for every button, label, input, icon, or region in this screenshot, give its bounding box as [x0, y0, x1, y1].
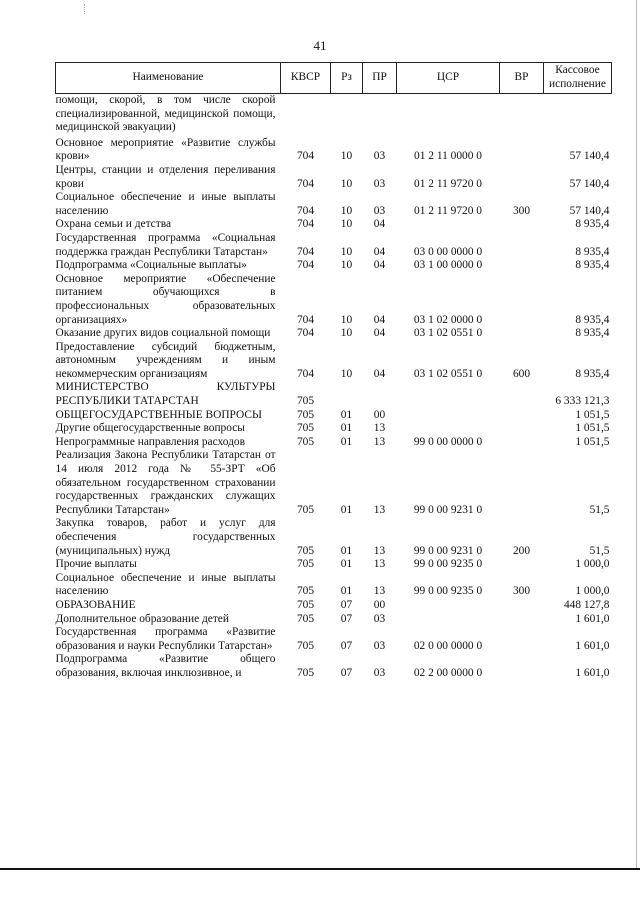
cell-rz: 01 [340, 544, 353, 557]
cell-name: МИНИСТЕРСТВО КУЛЬТУРЫ РЕСПУБЛИКИ ТАТАРСТАН [55, 381, 276, 408]
cell-kvsr: 705 [296, 585, 315, 598]
table-row [56, 164, 612, 191]
table-row [56, 135, 612, 164]
cell-kvsr: 704 [296, 204, 315, 217]
cell-vr [500, 273, 544, 327]
cell-kvsr: 705 [296, 639, 315, 652]
cell-name: Подпрограмма «Развитие общего образования, включая инклюзивное, и [55, 653, 276, 679]
table-row [56, 409, 612, 423]
cell-name: ОБРАЗОВАНИЕ [55, 598, 136, 611]
cell-kvsr: 704 [296, 245, 315, 258]
cell-amount: 8 935,4 [575, 245, 610, 258]
cell-kvsr: 704 [296, 313, 315, 326]
cell-amount: 51,5 [589, 503, 610, 516]
cell-rz: 07 [340, 666, 353, 679]
table-row [56, 259, 612, 273]
header-rz: Рз [331, 63, 363, 94]
cell-name: Подпрограмма «Социальные выплаты» [55, 259, 247, 272]
header-pr: ПР [363, 63, 397, 94]
cell-vr [500, 436, 544, 450]
cell-kvsr: 704 [296, 259, 315, 272]
budget-execution-table [55, 62, 612, 681]
cell-pr: 04 [373, 327, 386, 340]
cell-vr: 200 [512, 544, 531, 557]
cell-rz: 10 [340, 259, 353, 272]
cell-pr: 13 [373, 503, 386, 516]
cell-csr: 02 2 00 0000 0 [413, 666, 483, 679]
table-row [56, 653, 612, 680]
cell-vr [500, 381, 544, 408]
cell-pr: 00 [373, 598, 386, 611]
table-row [56, 626, 612, 653]
table-row [56, 572, 612, 599]
cell-csr [397, 381, 500, 408]
cell-name: Центры, станции и отделения переливания крови [55, 163, 276, 190]
cell-rz: 07 [340, 639, 353, 652]
cell-csr: 03 1 02 0000 0 [413, 313, 483, 326]
cell-vr [500, 422, 544, 436]
cell-amount: 8 935,4 [575, 259, 610, 272]
table-row [56, 191, 612, 218]
cell-rz: 07 [340, 598, 353, 611]
cell-csr [397, 409, 500, 423]
cell-kvsr: 705 [296, 422, 315, 435]
cell-name: Оказание других видов социальной помощи [55, 327, 271, 340]
cell-csr: 99 0 00 9235 0 [413, 585, 483, 598]
cell-pr: 03 [373, 204, 386, 217]
cell-vr [500, 653, 544, 680]
cell-csr [397, 218, 500, 232]
cell-rz: 10 [340, 367, 353, 380]
cell-rz: 10 [340, 204, 353, 217]
table-header-row [56, 63, 612, 94]
cell-csr [397, 613, 500, 627]
cell-amount: 6 333 121,3 [555, 395, 610, 408]
cell-amount: 8 935,4 [575, 218, 610, 231]
cell-csr: 01 2 11 0000 0 [414, 150, 482, 163]
cell-amount: 1 051,5 [575, 408, 610, 421]
cell-amount: 1 000,0 [575, 585, 610, 598]
cell-pr: 03 [373, 150, 386, 163]
cell-csr: 99 0 00 9235 0 [413, 558, 483, 571]
cell-amount: 8 935,4 [575, 367, 610, 380]
cell-csr: 99 0 00 0000 0 [413, 435, 483, 448]
table-body [56, 94, 612, 681]
cell-amount: 57 140,4 [569, 177, 610, 190]
cell-vr [500, 259, 544, 273]
cell-kvsr: 705 [296, 558, 315, 571]
cell-name: Охрана семьи и детства [55, 218, 171, 231]
cell-pr: 04 [373, 367, 386, 380]
table-row [56, 218, 612, 232]
cell-kvsr: 705 [296, 395, 315, 408]
cell-pr: 04 [373, 313, 386, 326]
cell-name: Социальное обеспечение и иные выплаты населению [55, 191, 276, 217]
cell-pr: 13 [373, 422, 386, 435]
cell-kvsr: 704 [296, 177, 315, 190]
cell-vr [500, 409, 544, 423]
cell-rz: 10 [340, 313, 353, 326]
cell-csr [397, 94, 500, 135]
cell-rz: 10 [340, 218, 353, 231]
cell-kvsr: 704 [296, 367, 315, 380]
cell-csr: 01 2 11 9720 0 [414, 177, 482, 190]
table-row [56, 381, 612, 408]
cell-name: Социальное обеспечение и иные выплаты населению [55, 571, 276, 598]
cell-name: Основное мероприятие «Обеспечение питанием обучающихся в профессиональных образовательных организациях» [55, 272, 276, 326]
cell-kvsr: 705 [296, 598, 315, 611]
cell-csr: 03 1 02 0551 0 [413, 367, 483, 380]
cell-kvsr: 705 [296, 612, 315, 625]
cell-vr [500, 599, 544, 613]
cell-pr: 03 [373, 177, 386, 190]
cell-amount: 1 601,0 [575, 612, 610, 625]
cell-kvsr: 704 [296, 150, 315, 163]
cell-amount: 1 601,0 [575, 639, 610, 652]
table-row [56, 449, 612, 517]
cell-pr: 13 [373, 585, 386, 598]
cell-name: помощи, скорой, в том числе скорой специализированной, медицинской помощи, медицинской эвакуации) [55, 94, 276, 134]
cell-amount: 1 000,0 [575, 558, 610, 571]
cell-vr [500, 613, 544, 627]
header-name: Наименование [56, 63, 281, 94]
cell-kvsr [281, 94, 331, 135]
cell-pr: 03 [373, 612, 386, 625]
header-vr: ВР [500, 63, 544, 94]
cell-rz: 10 [340, 177, 353, 190]
table-row [56, 422, 612, 436]
cell-amount: 8 935,4 [575, 327, 610, 340]
scan-artifact [84, 4, 86, 14]
cell-name: Государственная программа «Развитие образования и науки Республики Татарстан» [55, 626, 276, 652]
header-kvsr: КВСР [281, 63, 331, 94]
cell-rz: 01 [340, 408, 353, 421]
cell-amount: 8 935,4 [575, 313, 610, 326]
cell-amount [544, 94, 612, 135]
cell-csr [397, 422, 500, 436]
table-row [56, 558, 612, 572]
cell-vr: 300 [512, 585, 531, 598]
cell-name: Закупка товаров, работ и услуг для обеспечения государственных (муниципальных) нужд [55, 517, 276, 557]
header-csr: ЦСР [397, 63, 500, 94]
cell-csr [397, 599, 500, 613]
cell-rz: 01 [340, 435, 353, 448]
cell-pr: 04 [373, 218, 386, 231]
cell-pr: 03 [373, 666, 386, 679]
table-row [56, 327, 612, 341]
cell-rz: 01 [340, 503, 353, 516]
cell-vr [500, 626, 544, 653]
table-row [56, 341, 612, 382]
table-row [56, 94, 612, 135]
cell-csr: 03 1 02 0551 0 [413, 327, 483, 340]
cell-name: Прочие выплаты [55, 558, 137, 571]
cell-vr [500, 94, 544, 135]
cell-amount: 1 051,5 [575, 435, 610, 448]
table-row [56, 517, 612, 558]
cell-vr: 600 [512, 367, 531, 380]
cell-pr: 04 [373, 245, 386, 258]
cell-vr [500, 558, 544, 572]
cell-name: Реализация Закона Республики Татарстан от 14 июля 2012 года № 55-ЗРТ «Об обязательном государственном страховании государственных гражданских служащих Республики Татарстан» [55, 449, 276, 516]
cell-pr: 04 [373, 259, 386, 272]
page-bottom-edge [0, 868, 640, 870]
cell-pr [363, 94, 397, 135]
cell-pr: 13 [373, 544, 386, 557]
cell-rz: 01 [340, 422, 353, 435]
cell-kvsr: 705 [296, 408, 315, 421]
cell-name: Государственная программа «Социальная поддержка граждан Республики Татарстан» [55, 231, 276, 258]
cell-vr: 300 [512, 204, 531, 217]
cell-name: Предоставление субсидий бюджетным, автономным учреждениям и иным некоммерческим организациям [55, 340, 276, 380]
cell-kvsr: 705 [296, 503, 315, 516]
cell-csr: 03 0 00 0000 0 [413, 245, 483, 258]
cell-csr: 02 0 00 0000 0 [413, 639, 483, 652]
cell-rz: 01 [340, 558, 353, 571]
cell-amount: 1 601,0 [575, 666, 610, 679]
header-amount: Кассовое исполнение [544, 63, 612, 94]
cell-vr [500, 135, 544, 164]
cell-kvsr: 705 [296, 544, 315, 557]
cell-csr: 03 1 00 0000 0 [413, 259, 483, 272]
cell-vr [500, 218, 544, 232]
cell-rz [331, 94, 363, 135]
page-edge-right [636, 0, 637, 868]
cell-csr: 01 2 11 9720 0 [414, 204, 482, 217]
cell-rz: 07 [340, 612, 353, 625]
cell-vr [500, 327, 544, 341]
cell-name: Другие общегосударственные вопросы [55, 422, 245, 435]
cell-rz: 10 [340, 327, 353, 340]
cell-rz [331, 381, 363, 408]
cell-kvsr: 704 [296, 327, 315, 340]
cell-vr [500, 232, 544, 259]
cell-kvsr: 704 [296, 218, 315, 231]
cell-pr [363, 381, 397, 408]
cell-amount: 57 140,4 [569, 204, 610, 217]
cell-amount: 51,5 [589, 544, 610, 557]
cell-pr: 00 [373, 408, 386, 421]
cell-pr: 03 [373, 639, 386, 652]
cell-pr: 13 [373, 435, 386, 448]
cell-vr [500, 164, 544, 191]
cell-pr: 13 [373, 558, 386, 571]
cell-rz: 10 [340, 245, 353, 258]
cell-name: Дополнительное образование детей [55, 612, 229, 625]
cell-name: Основное мероприятие «Развитие службы крови» [55, 136, 276, 163]
cell-csr: 99 0 00 9231 0 [413, 544, 483, 557]
table-row [56, 599, 612, 613]
cell-amount: 1 051,5 [575, 422, 610, 435]
cell-amount: 57 140,4 [569, 150, 610, 163]
cell-rz: 01 [340, 585, 353, 598]
cell-amount: 448 127,8 [563, 598, 610, 611]
table-row [56, 273, 612, 327]
table-row [56, 436, 612, 450]
cell-kvsr: 705 [296, 435, 315, 448]
cell-name: Непрограммные направления расходов [55, 435, 246, 448]
cell-name: ОБЩЕГОСУДАРСТВЕННЫЕ ВОПРОСЫ [55, 408, 262, 421]
page-number: 41 [313, 38, 327, 53]
cell-vr [500, 449, 544, 517]
cell-kvsr: 705 [296, 666, 315, 679]
cell-rz: 10 [340, 150, 353, 163]
cell-csr: 99 0 00 9231 0 [413, 503, 483, 516]
table-row [56, 613, 612, 627]
table-row [56, 232, 612, 259]
